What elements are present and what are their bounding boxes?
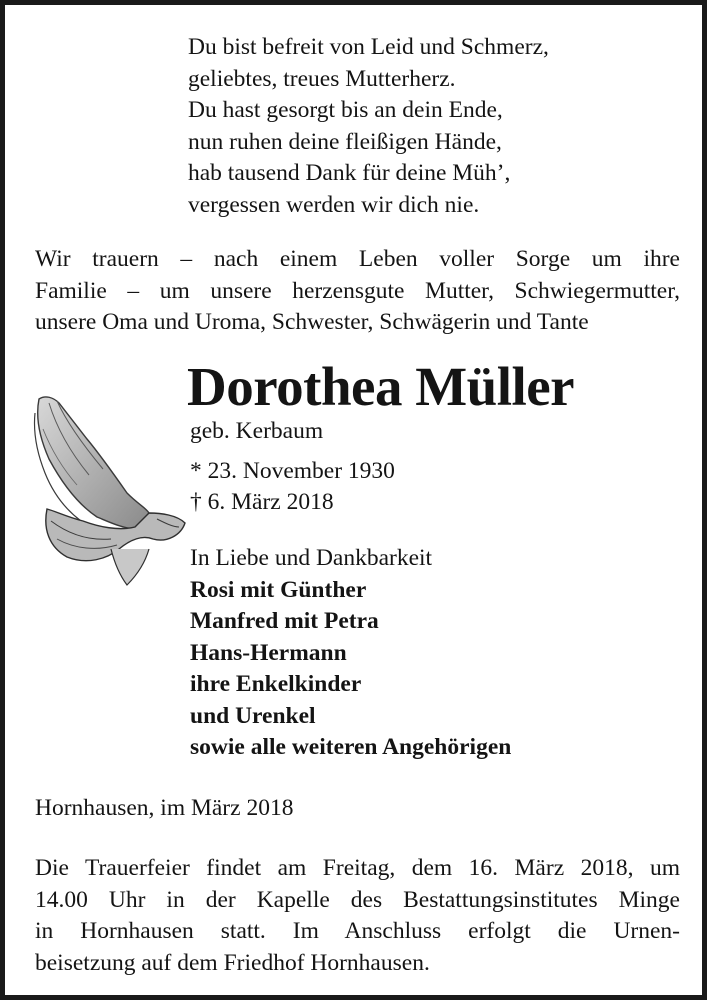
poem-line: Du hast gesorgt bis an dein Ende, [188,97,503,123]
poem-line: Du bist befreit von Leid und Schmerz, [188,34,549,60]
life-dates [190,456,395,518]
service-line: beisetzung auf dem Friedhof Hornhausen. [35,949,430,976]
birth-date: * 23. November 1930 [190,458,395,484]
mourner: sowie alle weiteren Angehörigen [190,734,512,760]
mourners-lead: In Liebe und Dankbarkeit [190,545,433,571]
mourner: Hans-Hermann [190,639,347,666]
death-date: † 6. März 2018 [190,489,334,515]
intro-line: unsere Oma und Uroma, Schwester, Schwägerin und Tante [35,309,589,335]
deceased-name: Dorothea Müller [187,356,575,417]
service-line: 14.00 Uhr in der Kapelle des Bestattungsinstitutes Minge [35,886,680,913]
service-line: Die Trauerfeier findet am Freitag, dem 16. März 2018, um [35,855,680,881]
intro-line: Wir trauern – nach einem Leben voller Sorge um ihre [35,246,680,272]
poem-line: nun ruhen deine fleißigen Hände, [188,128,502,155]
mourner: Manfred mit Petra [190,608,379,634]
funeral-service-info [35,853,680,979]
poem [188,32,549,221]
poem-line: hab tausend Dank für deine Müh’, [188,160,511,186]
service-line: in Hornhausen statt. Im Anschluss erfolgt die Urnen- [35,918,680,944]
poem-line: vergessen werden wir dich nie. [188,191,480,218]
birth-name: geb. Kerbaum [190,418,324,444]
intro-line: Familie – um unsere herzensgute Mutter, Schwiegermutter, [35,277,680,304]
mourner: Rosi mit Günther [190,576,367,603]
mourner: ihre Enkelkinder [190,671,362,697]
poem-line: geliebtes, treues Mutterherz. [188,65,456,92]
mourner: und Urenkel [190,702,316,729]
praying-hands-icon [27,389,187,589]
intro-paragraph [35,244,680,339]
mourners-list [190,543,511,764]
place-date: Hornhausen, im März 2018 [35,795,294,821]
